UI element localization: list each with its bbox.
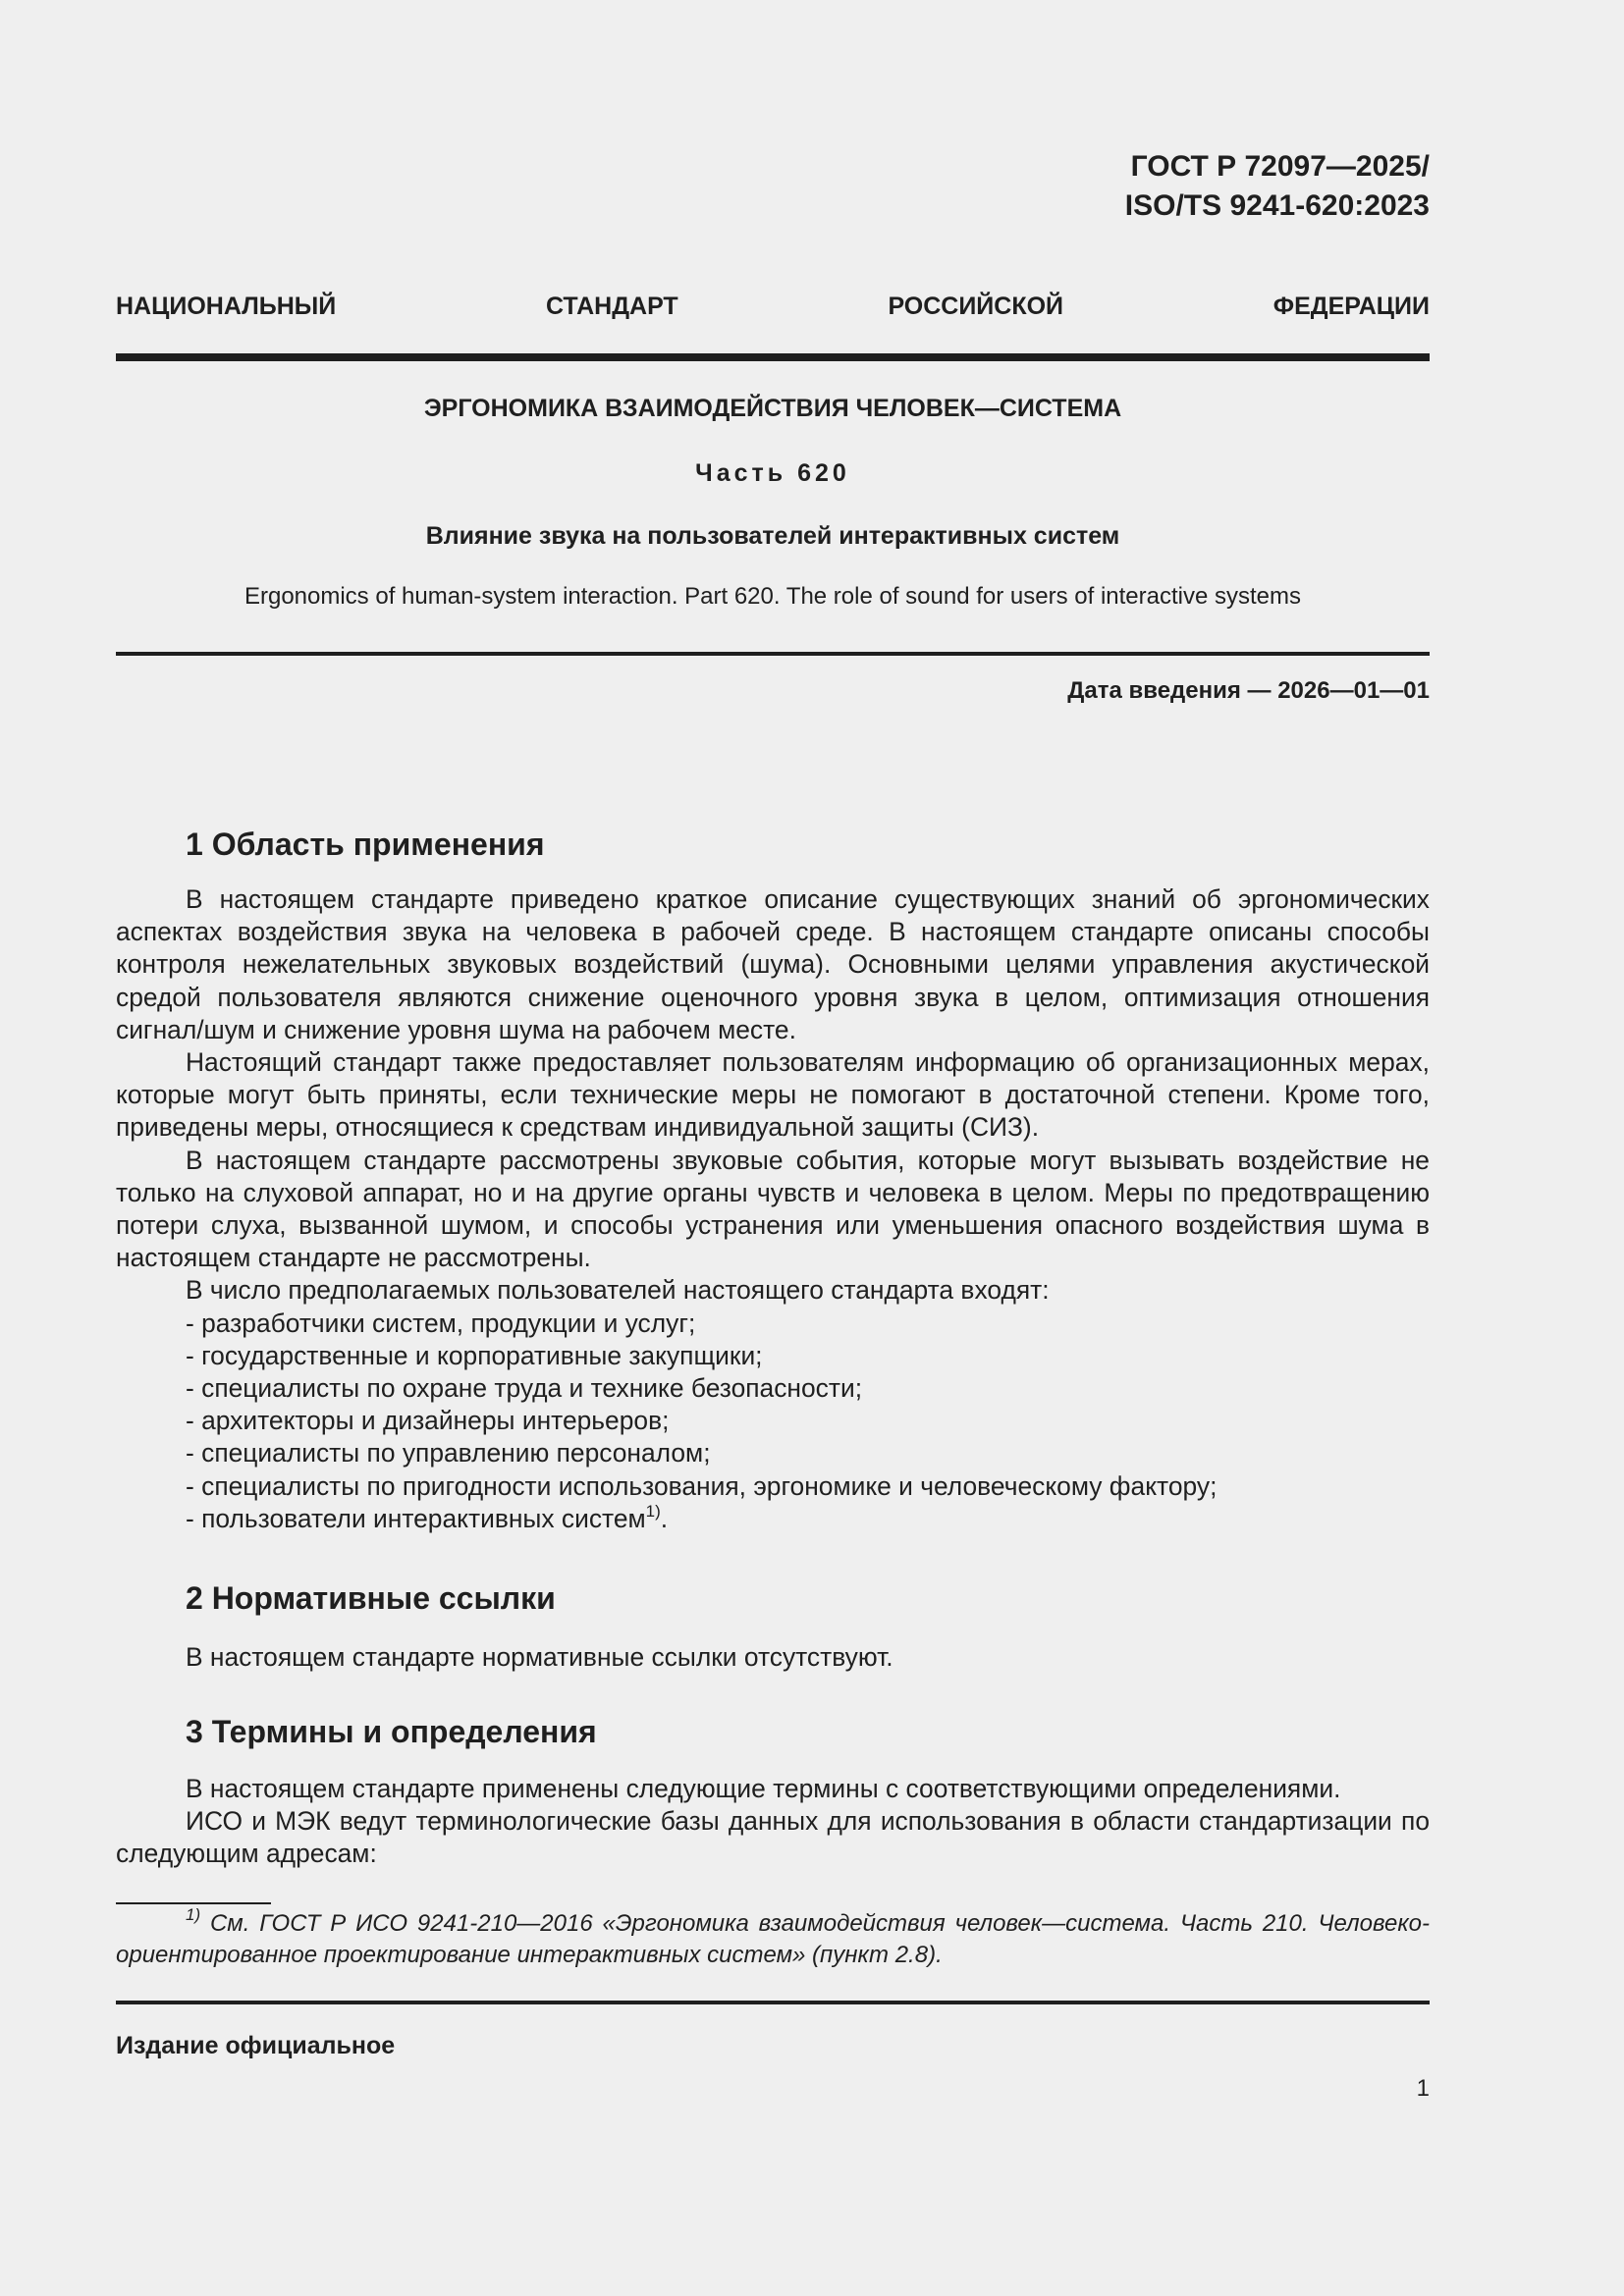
designation-line-2: ISO/TS 9241-620:2023 (1124, 189, 1430, 222)
list-item: - специалисты по охране труда и технике безопасности; (186, 1373, 863, 1404)
banner-word-4: ФЕДЕРАЦИИ (1272, 293, 1430, 320)
paragraph: В настоящем стандарте применены следующие термины с соответствующими определениями. (186, 1774, 1341, 1803)
list-item: - специалисты по пригодности использования, эргономике и человеческому фактору; (186, 1470, 1218, 1501)
banner-word-1: НАЦИОНАЛЬНЫЙ (116, 293, 337, 320)
paragraph: ИСО и МЭК ведут терминологические базы данных для использования в области стандартизации по следующим адресам: (116, 1806, 1430, 1869)
footnote-separator (116, 1902, 271, 1904)
list-item-text: - пользователи интерактивных систем (186, 1503, 646, 1533)
document-title: ЭРГОНОМИКА ВЗАИМОДЕЙСТВИЯ ЧЕЛОВЕК—СИСТЕМА (423, 395, 1122, 422)
document-page (116, 0, 1430, 2296)
list-item: - государственные и корпоративные закупщики; (186, 1340, 763, 1370)
list-item-last (116, 1503, 1430, 1535)
introduction-date: Дата введения — 2026—01—01 (1067, 677, 1430, 704)
title-divider (116, 652, 1430, 656)
english-title: Ergonomics of human-system interaction. Part 620. The role of sound for users of interactive systems (244, 583, 1302, 610)
footnote-text (116, 1905, 1430, 1971)
paragraph: В настоящем стандарте рассмотрены звуковые события, которые могут вызывать воздействие не только на слуховой аппарат, но и на другие органы чувств и человека в целом. Меры по предотвращению потери слуха, вызванной шумом, и способы устранения или уменьшения опасного воздействия шума в настоящем стандарте не рассмотрены. (116, 1145, 1430, 1273)
banner-word-3: РОССИЙСКОЙ (888, 293, 1064, 320)
paragraph: Настоящий стандарт также предоставляет пользователям информацию об организационных мерах, которые могут быть приняты, если технические меры не помогают в достаточной степени. Кроме того, приведены меры, относящиеся к средствам индивидуальной защиты (СИЗ). (116, 1047, 1430, 1143)
designation-line-1: ГОСТ Р 72097—2025/ (1130, 150, 1430, 183)
section-3-body (116, 1773, 1430, 1871)
list-item: - специалисты по управлению персоналом; (186, 1438, 711, 1468)
national-standard-banner (116, 291, 1430, 322)
footnote-body: См. ГОСТ Р ИСО 9241-210—2016 «Эргономика взаимодействия человек—система. Часть 210. Человеко-ориентированное проектирование интерактивных систем» (пункт 2.8). (116, 1910, 1430, 1968)
section-2-body (116, 1641, 1430, 1674)
document-subtitle: Влияние звука на пользователей интерактивных систем (425, 522, 1120, 550)
list-item: - архитекторы и дизайнеры интерьеров; (186, 1406, 670, 1436)
banner-word-2: СТАНДАРТ (545, 293, 678, 320)
standard-designation (1125, 147, 1430, 226)
footnote-marker: 1) (186, 1905, 201, 1924)
document-part: Часть 620 (695, 459, 850, 487)
section-2-heading: 2 Нормативные ссылки (186, 1580, 556, 1616)
page-number: 1 (1416, 2075, 1430, 2102)
header-divider (116, 353, 1430, 361)
footer-divider (116, 2001, 1430, 2004)
footnote-reference[interactable]: 1) (645, 1501, 661, 1521)
section-1-heading: 1 Область применения (186, 827, 545, 862)
section-1-body (116, 883, 1430, 1535)
paragraph: В число предполагаемых пользователей настоящего стандарта входят: (186, 1275, 1050, 1306)
paragraph: В настоящем стандарте нормативные ссылки отсутствуют. (186, 1642, 893, 1672)
paragraph: В настоящем стандарте приведено краткое описание существующих знаний об эргономических аспектах воздействия звука на человека в рабочей среде. В настоящем стандарте описаны способы контроля нежелательных звуковых воздействий (шума). Основными целями управления акустической средой пользователя являются снижение оценочного уровня звука в целом, оптимизация отношения сигнал/шум и снижение уровня шума на рабочем месте. (116, 884, 1430, 1044)
section-3-heading: 3 Термины и определения (186, 1714, 597, 1749)
list-item-end: . (660, 1503, 669, 1533)
footnote (116, 1905, 1430, 1971)
official-edition-label: Издание официальное (116, 2032, 396, 2059)
list-item: - разработчики систем, продукции и услуг; (186, 1308, 696, 1338)
